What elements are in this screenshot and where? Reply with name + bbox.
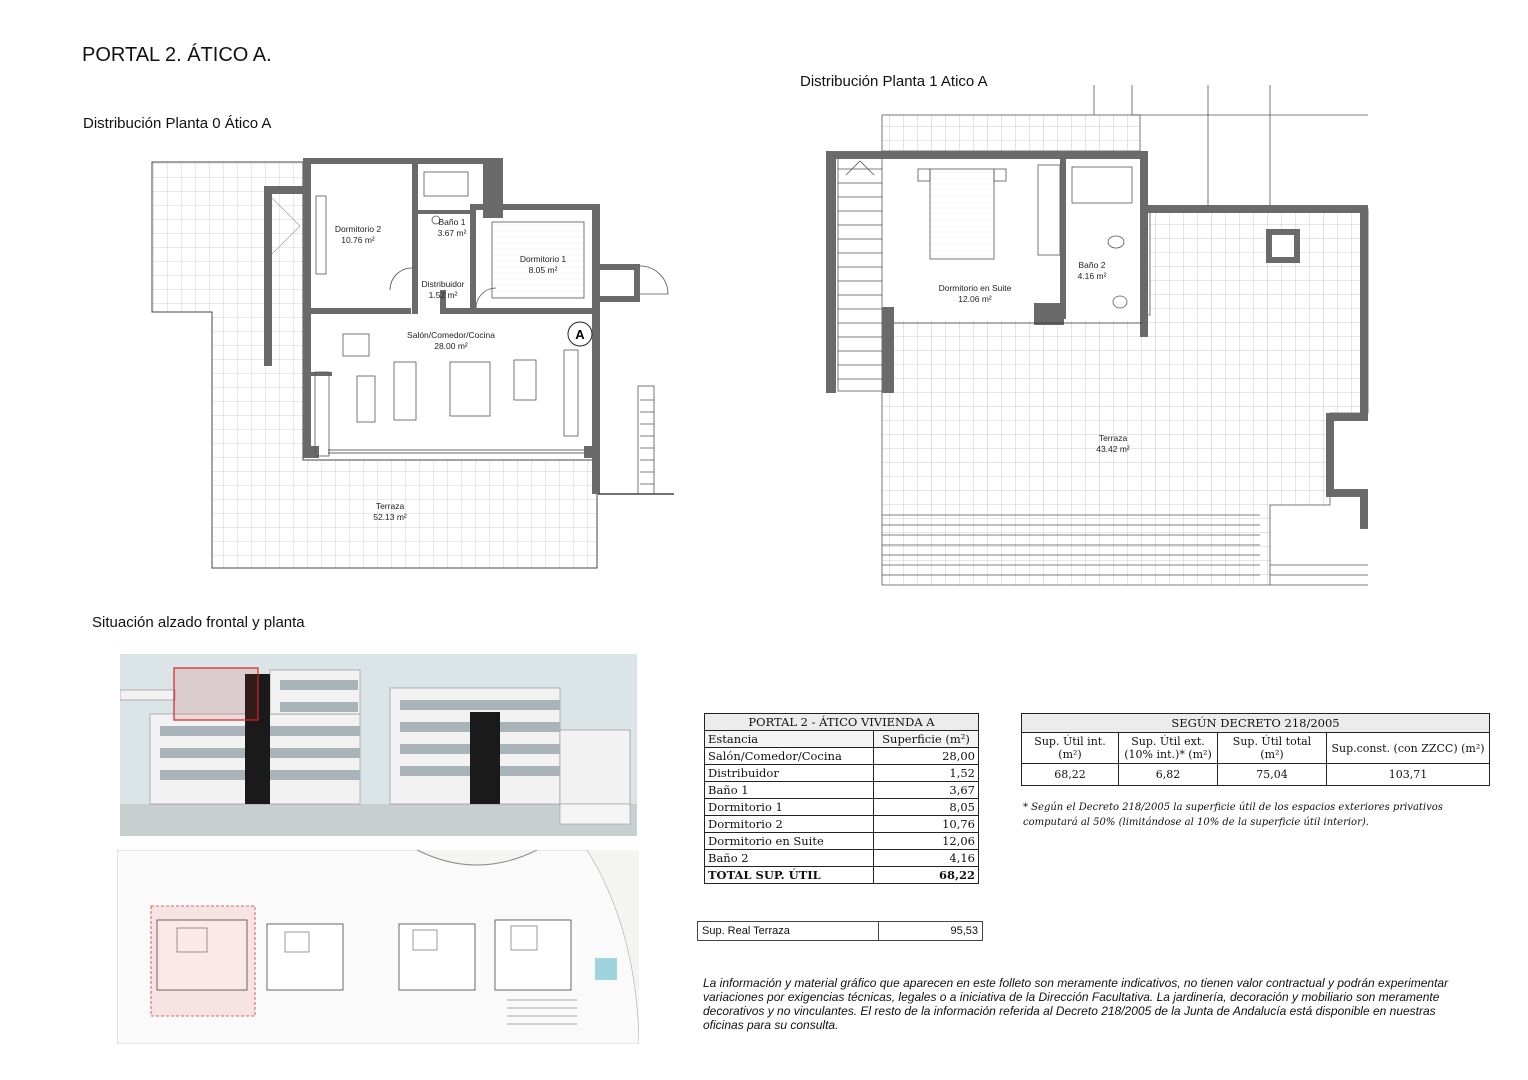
room-name: Salón/Comedor/Cocina: [705, 748, 874, 765]
room-area: 10.76 m²: [341, 235, 375, 245]
plan1-heading: Distribución Planta 1 Atico A: [800, 73, 988, 90]
room-area: 12,06: [874, 833, 979, 850]
plan0-floorplan: [140, 150, 685, 575]
room-area: 3,67: [874, 782, 979, 799]
col-room-header: Estancia: [705, 731, 874, 748]
room-label: Baño 1: [438, 217, 466, 227]
decree-value: 6,82: [1119, 764, 1218, 786]
unit-highlight: [174, 668, 258, 720]
room-area: 8,05: [874, 799, 979, 816]
table-row: [705, 850, 979, 867]
decree-value: 103,71: [1327, 764, 1490, 786]
room-area: 43.42 m²: [1096, 444, 1130, 454]
decree-header: Sup.const. (con ZZCC) (m²): [1327, 733, 1490, 764]
rooms-table: [704, 713, 979, 884]
decree-table: [1021, 713, 1490, 786]
plan1-floorplan: [820, 85, 1375, 590]
front-elevation-render: [120, 654, 637, 836]
unit-highlight: [151, 906, 255, 1016]
total-row: [705, 867, 979, 884]
room-name: Dormitorio 1: [705, 799, 874, 816]
room-name: Baño 2: [705, 850, 874, 867]
terrace-table: [697, 921, 983, 941]
room-label: Dormitorio en Suite: [938, 283, 1012, 293]
decree-title: SEGÚN DECRETO 218/2005: [1022, 714, 1490, 733]
decree-header: Sup. Útil int. (m²): [1022, 733, 1119, 764]
room-label: Terraza: [375, 501, 405, 511]
room-area: 12.06 m²: [958, 294, 992, 304]
room-area: 4.16 m²: [1077, 271, 1107, 281]
site-plan-render: [117, 850, 639, 1044]
room-area: 4,16: [874, 850, 979, 867]
room-area: 52.13 m²: [373, 512, 407, 522]
room-label: Dormitorio 2: [334, 224, 382, 234]
room-label: Salón/Comedor/Cocina: [407, 330, 495, 340]
room-label: Distribuidor: [421, 279, 465, 289]
room-area: 28.00 m²: [434, 341, 468, 351]
table-row: [705, 782, 979, 799]
decree-value: 68,22: [1022, 764, 1119, 786]
room-label: Dormitorio 1: [519, 254, 567, 264]
decree-header: Sup. Útil total (m²): [1218, 733, 1327, 764]
terrace-label: Sup. Real Terraza: [698, 922, 879, 941]
plan0-heading: Distribución Planta 0 Ático A: [83, 115, 272, 132]
table-row: [705, 833, 979, 850]
col-area-header: Superficie (m²): [874, 731, 979, 748]
terrace-value: 95,53: [879, 922, 983, 941]
entrance-marker-label: A: [575, 327, 585, 342]
rooms-table-title: PORTAL 2 - ÁTICO VIVIENDA A: [705, 714, 979, 731]
room-area: 1,52: [874, 765, 979, 782]
room-name: Distribuidor: [705, 765, 874, 782]
table-row: [705, 765, 979, 782]
room-name: Baño 1: [705, 782, 874, 799]
room-area: 3.67 m²: [437, 228, 467, 238]
room-name: Dormitorio en Suite: [705, 833, 874, 850]
table-row: [705, 816, 979, 833]
decree-header: Sup. Útil ext. (10% int.)* (m²): [1119, 733, 1218, 764]
decree-footnote: * Según el Decreto 218/2005 la superficie útil de los espacios exteriores privativos computará al 50% (limitándose al 10% de la superficie útil interior).: [1023, 802, 1443, 828]
total-label: TOTAL SUP. ÚTIL: [705, 867, 874, 884]
legal-disclaimer: La información y material gráfico que aparecen en este folleto son meramente indicativos, no tienen valor contractual y podrán experimentar variaciones por exigencias técnicas, legales o a iniciativa de la Dirección Facultativa. La jardinería, decoración y mobiliario son meramente decorativos y no vinculantes. El resto de la información referida al Decreto 218/2005 de la Junta de Andalucía está disponible en nuestras oficinas para su consulta.: [703, 976, 1449, 1032]
room-area: 1.52 m²: [428, 290, 458, 300]
total-value: 68,22: [874, 867, 979, 884]
room-name: Dormitorio 2: [705, 816, 874, 833]
plan0-entrance-marker: [568, 322, 592, 346]
room-area: 8.05 m²: [528, 265, 558, 275]
decree-value: 75,04: [1218, 764, 1327, 786]
page-title: PORTAL 2. ÁTICO A.: [82, 44, 272, 66]
room-area: 10,76: [874, 816, 979, 833]
table-row: [705, 799, 979, 816]
situation-heading: Situación alzado frontal y planta: [92, 614, 305, 631]
table-row: [705, 748, 979, 765]
room-area: 28,00: [874, 748, 979, 765]
room-label: Baño 2: [1078, 260, 1106, 270]
room-label: Terraza: [1098, 433, 1128, 443]
